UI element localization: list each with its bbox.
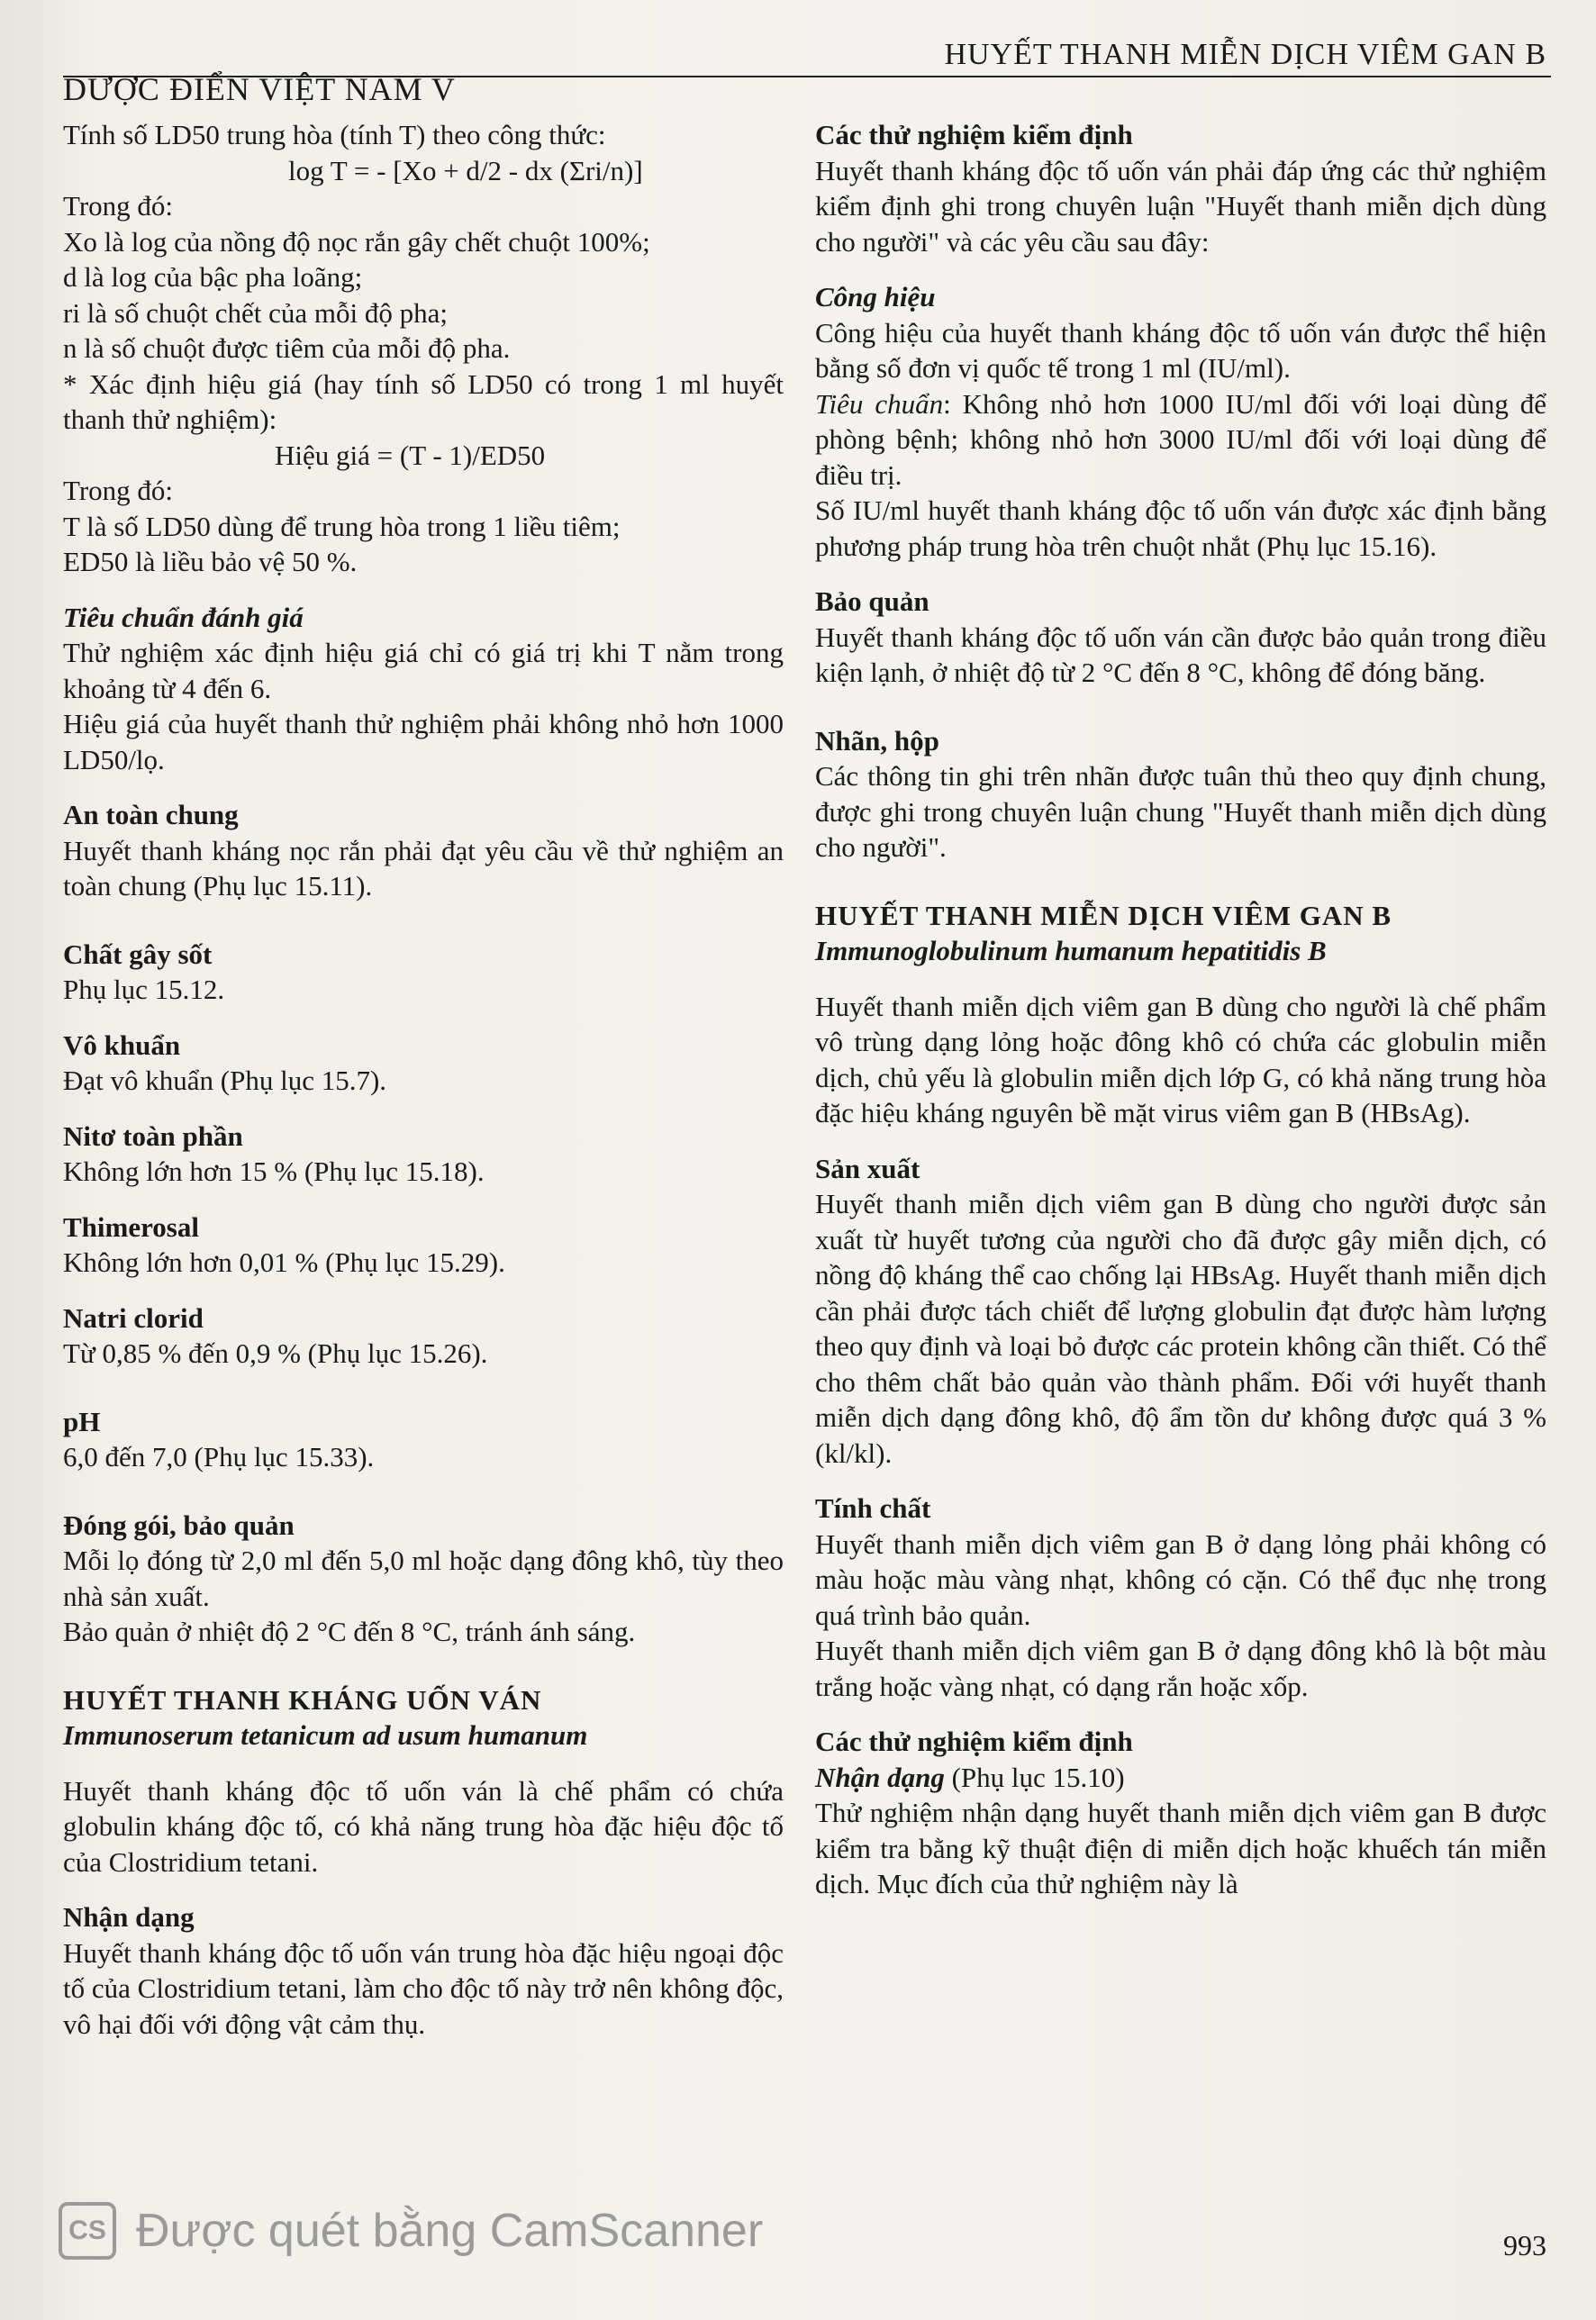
text-line: d là log của bậc pha loãng; <box>63 261 363 293</box>
monograph-title: HUYẾT THANH MIỄN DỊCH VIÊM GAN B <box>815 899 1392 931</box>
text-paragraph: Thử nghiệm nhận dạng huyết thanh miễn dịch viêm gan B được kiểm tra bằng kỹ thuật điện di miễn dịch hoặc khuếch tán miễn dịch. Mục đích của thử nghiệm này là <box>815 1797 1546 1899</box>
text-paragraph: Công hiệu của huyết thanh kháng độc tố uốn ván được thể hiện bằng số đơn vị quốc tế trong 1 ml (IU/ml). <box>815 316 1546 384</box>
monograph-latin-name: Immunoglobulinum humanum hepatitidis B <box>815 935 1327 966</box>
text-paragraph: Hiệu giá của huyết thanh thử nghiệm phải không nhỏ hơn 1000 LD50/lọ. <box>63 708 784 775</box>
page-number: 993 <box>1503 2229 1546 2261</box>
text-paragraph: Các thông tin ghi trên nhãn được tuân thủ theo quy định chung, được ghi trong chuyên luận chung "Huyết thanh miễn dịch dùng cho người". <box>815 760 1546 863</box>
running-header-title: HUYẾT THANH MIỄN DỊCH VIÊM GAN B <box>944 38 1546 71</box>
section-heading: Nitơ toàn phần <box>63 1119 243 1152</box>
formula-hieu-gia: Hiệu giá = (T - 1)/ED50 <box>275 439 546 471</box>
scanner-watermark <box>59 2202 763 2260</box>
text-paragraph: Huyết thanh kháng độc tố uốn ván phải đáp ứng các thử nghiệm kiểm định ghi trong chuyên luận "Huyết thanh miễn dịch dùng cho người" và các yêu cầu sau đây: <box>815 154 1546 258</box>
section-heading: Các thử nghiệm kiểm định <box>815 1726 1133 1757</box>
text-line: Đạt vô khuẩn (Phụ lục 15.7). <box>63 1065 387 1096</box>
section-heading: Bảo quản <box>815 585 929 617</box>
text-line: Không lớn hơn 0,01 % (Phụ lục 15.29). <box>63 1246 505 1278</box>
section-heading: Sản xuất <box>815 1152 920 1184</box>
text-paragraph <box>815 386 1546 494</box>
section-heading: Đóng gói, bảo quản <box>63 1509 295 1541</box>
running-header-book: DƯỢC ĐIỂN VIỆT NAM V <box>63 71 456 107</box>
right-column <box>815 117 1546 1902</box>
subsection-heading: Nhận dạng <box>815 1761 945 1793</box>
text-paragraph: * Xác định hiệu giá (hay tính số LD50 có trong 1 ml huyết thanh thử nghiệm): <box>63 367 784 435</box>
text-line: Trong đó: <box>63 475 174 506</box>
camscanner-logo-icon: CS <box>59 2202 116 2260</box>
formula-log-t: log T = - [Xo + d/2 - dx (Σri/n)] <box>288 154 643 186</box>
text-line: Tính số LD50 trung hòa (tính T) theo công thức: <box>63 119 606 150</box>
text-line: ri là số chuột chết của mỗi độ pha; <box>63 296 448 329</box>
text-paragraph: Số IU/ml huyết thanh kháng độc tố uốn ván được xác định bằng phương pháp trung hòa trên chuột nhắt (Phụ lục 15.16). <box>815 494 1546 562</box>
section-heading: Vô khuẩn <box>63 1029 181 1061</box>
text-line: Bảo quản ở nhiệt độ 2 °C đến 8 °C, tránh ánh sáng. <box>63 1616 636 1647</box>
section-heading: An toàn chung <box>63 799 239 830</box>
section-heading: Thimerosal <box>63 1210 199 1243</box>
section-heading: Tiêu chuẩn đánh giá <box>63 601 304 633</box>
section-heading: Natri clorid <box>63 1301 204 1334</box>
inline-text: (Phụ lục 15.10) <box>944 1761 1125 1793</box>
section-heading: Chất gây sốt <box>63 938 213 970</box>
section-heading: Tính chất <box>815 1492 931 1524</box>
text-paragraph: Thử nghiệm xác định hiệu giá chỉ có giá trị khi T nằm trong khoảng từ 4 đến 6. <box>63 637 784 704</box>
text-paragraph: Huyết thanh miễn dịch viêm gan B dùng cho người được sản xuất từ huyết tương của người cho đã được gây miễn dịch, có nồng độ kháng thể cao chống lại HBsAg. Huyết thanh miễn dịch cần phải được tách chiết để lượng globulin đạt được hàm lượng theo quy định và loại bỏ được các protein không cần thiết. Có thể cho thêm chất bảo quản vào thành phẩm. Đối với huyết thanh miễn dịch dạng đông khô, độ ẩm tồn dư không được quá 3 % (kl/kl). <box>815 1188 1546 1469</box>
text-line: Phụ lục 15.12. <box>63 974 225 1005</box>
text-line <box>815 1760 1546 1796</box>
text-line: ED50 là liều bảo vệ 50 %. <box>63 546 358 577</box>
text-line: n là số chuột được tiêm của mỗi độ pha. <box>63 332 511 364</box>
scanner-watermark-text: Được quét bằng CamScanner <box>136 2205 764 2257</box>
text-paragraph: Huyết thanh kháng nọc rắn phải đạt yêu cầu về thử nghiệm an toàn chung (Phụ lục 15.11). <box>63 834 784 902</box>
section-heading: Nhãn, hộp <box>815 724 939 757</box>
monograph-latin-name: Immunoserum tetanicum ad usum humanum <box>63 1719 588 1751</box>
section-heading: Công hiệu <box>815 281 936 313</box>
text-line: Từ 0,85 % đến 0,9 % (Phụ lục 15.26). <box>63 1337 488 1369</box>
text-paragraph: Mỗi lọ đóng từ 2,0 ml đến 5,0 ml hoặc dạng đông khô, tùy theo nhà sản xuất. <box>63 1545 784 1612</box>
inline-text: : Không nhỏ hơn 1000 IU/ml đối với loại dùng để phòng bệnh; không nhỏ hơn 3000 IU/ml đối với loại dùng để điều trị. <box>815 387 1546 491</box>
section-heading: Nhận dạng <box>63 1901 195 1933</box>
text-line: Trong đó: <box>63 190 174 222</box>
text-line: T là số LD50 dùng để trung hòa trong 1 liều tiêm; <box>63 510 621 542</box>
left-column <box>63 117 784 2042</box>
text-paragraph: Huyết thanh kháng độc tố uốn ván cần được bảo quản trong điều kiện lạnh, ở nhiệt độ từ 2 °C đến 8 °C, không để đóng băng. <box>815 621 1546 688</box>
text-line: 6,0 đến 7,0 (Phụ lục 15.33). <box>63 1441 375 1473</box>
inline-label: Tiêu chuẩn <box>815 387 944 420</box>
text-paragraph: Huyết thanh kháng độc tố uốn ván trung hòa đặc hiệu ngoại độc tố của Clostridium tetani, làm cho độc tố này trở nên không độc, vô hại đối với động vật cảm thụ. <box>63 1936 784 2040</box>
text-paragraph: Huyết thanh kháng độc tố uốn ván là chế phẩm có chứa globulin kháng độc tố, có khả năng trung hòa đặc hiệu độc tố của Clostridium tetani. <box>63 1774 784 1878</box>
monograph-title: HUYẾT THANH KHÁNG UỐN VÁN <box>63 1683 542 1716</box>
section-heading: pH <box>63 1405 101 1437</box>
text-paragraph: Huyết thanh miễn dịch viêm gan B ở dạng lỏng phải không có màu hoặc màu vàng nhạt, không có cặn. Có thể đục nhẹ trong quá trình bảo quản. <box>815 1527 1546 1631</box>
text-paragraph: Huyết thanh miễn dịch viêm gan B dùng cho người là chế phẩm vô trùng dạng lỏng hoặc đông khô có chứa các globulin miễn dịch, chủ yếu là globulin miễn dịch lớp G, có khả năng trung hòa đặc hiệu kháng nguyên bề mặt virus viêm gan B (HBsAg). <box>815 990 1546 1128</box>
section-heading: Các thử nghiệm kiểm định <box>815 119 1133 150</box>
text-line: Không lớn hơn 15 % (Phụ lục 15.18). <box>63 1155 485 1187</box>
text-line: Xo là log của nồng độ nọc rắn gây chết chuột 100%; <box>63 225 650 258</box>
text-paragraph: Huyết thanh miễn dịch viêm gan B ở dạng đông khô là bột màu trắng hoặc vàng nhạt, có dạng rắn hoặc xốp. <box>815 1635 1546 1702</box>
